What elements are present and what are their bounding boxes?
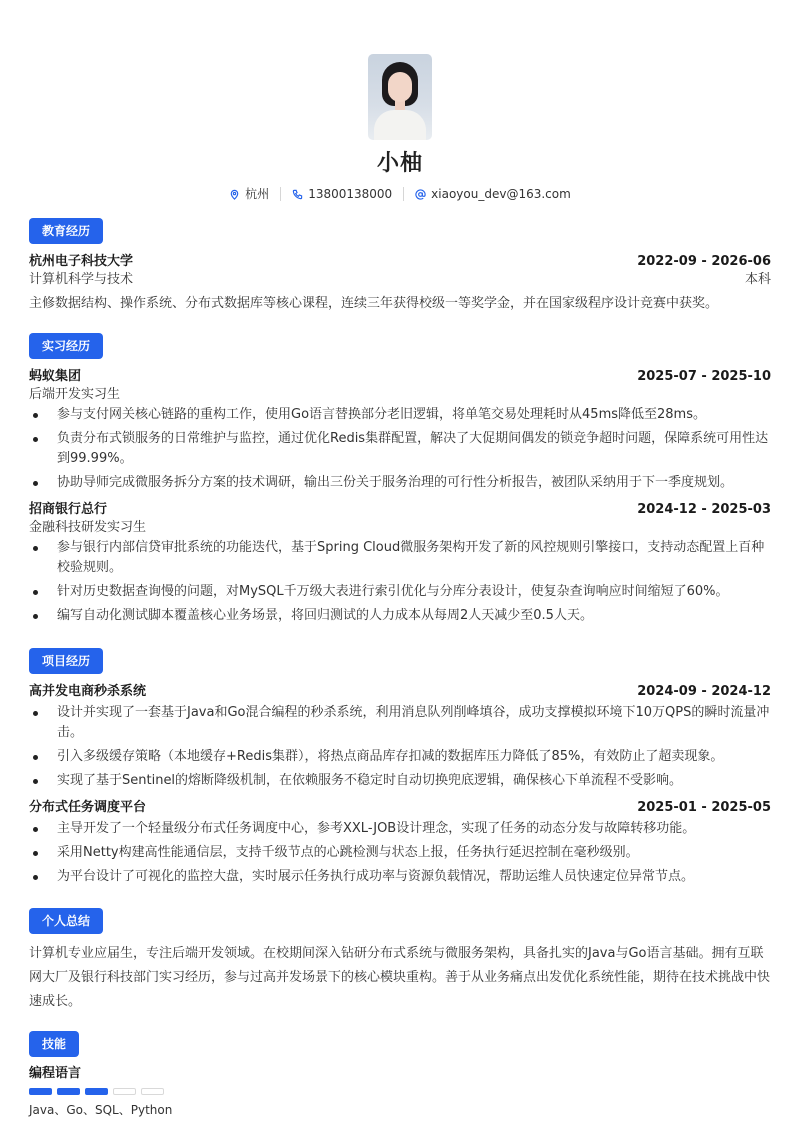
- project-section: [29, 648, 771, 891]
- skill-detail: Java、Go、SQL、Python: [29, 1103, 173, 1117]
- skills-section: [29, 1031, 771, 1118]
- summary-section: [29, 908, 771, 1014]
- divider: [280, 187, 281, 201]
- bullet-list: [29, 405, 771, 493]
- phone-text: 13800138000: [308, 187, 393, 201]
- bullet-list: [29, 819, 771, 887]
- section-badge-education: 教育经历: [29, 218, 103, 244]
- skill-level-segment-filled: [85, 1088, 108, 1095]
- internship-section: [29, 333, 771, 630]
- bullet-item: 设计并实现了一套基于Java和Go混合编程的秒杀系统，利用消息队列削峰填谷，成功支撑模拟环境下10万QPS的瞬时流量冲击。: [29, 703, 771, 743]
- at-sign-icon: [415, 189, 426, 200]
- skill-level-segment-empty: [113, 1088, 136, 1095]
- resume-header: [29, 0, 771, 202]
- project-entry: [29, 799, 771, 887]
- summary-text: 计算机专业应届生，专注后端开发领域。在校期间深入钻研分布式系统与微服务架构，具备扎实的Java与Go语言基础。拥有互联网大厂及银行科技部门实习经历，参与过高并发场景下的核心模块重构。善于从业务痛点出发优化系统性能，期待在技术挑战中快速成长。: [29, 946, 771, 1009]
- bullet-list: [29, 538, 771, 626]
- role: 金融科技研发实习生: [29, 520, 147, 535]
- bullet-item: 实现了基于Sentinel的熔断降级机制，在依赖服务不稳定时自动切换兜底逻辑，确保核心下单流程不受影响。: [29, 771, 771, 791]
- skill-level-bar: [29, 1088, 771, 1095]
- skill-level-segment-empty: [141, 1088, 164, 1095]
- bullet-item: 协助导师完成微服务拆分方案的技术调研，输出三份关于服务治理的可行性分析报告，被团队采纳用于下一季度规划。: [29, 473, 771, 493]
- internship-entry: [29, 368, 771, 493]
- internship-date: 2024-12 - 2025-03: [637, 502, 771, 517]
- internship-date: 2025-07 - 2025-10: [637, 369, 771, 384]
- project-date: 2024-09 - 2024-12: [637, 684, 771, 699]
- bullet-item: 参与银行内部信贷审批系统的功能迭代，基于Spring Cloud微服务架构开发了新的风控规则引擎接口，支持动态配置上百种校验规则。: [29, 538, 771, 578]
- bullet-item: 采用Netty构建高性能通信层，支持千级节点的心跳检测与状态上报，任务执行延迟控制在毫秒级别。: [29, 843, 771, 863]
- bullet-item: 编写自动化测试脚本覆盖核心业务场景，将回归测试的人力成本从每周2人天减少至0.5人天。: [29, 606, 771, 626]
- bullet-list: [29, 703, 771, 791]
- role: 后端开发实习生: [29, 387, 121, 402]
- map-pin-icon: [229, 189, 240, 200]
- section-badge-projects: 项目经历: [29, 648, 103, 674]
- skill-level-segment-filled: [57, 1088, 80, 1095]
- contact-location: [229, 186, 269, 202]
- contact-email[interactable]: [415, 186, 571, 202]
- bullet-item: 引入多级缓存策略（本地缓存+Redis集群），将热点商品库存扣减的数据库压力降低了85%，有效防止了超卖现象。: [29, 747, 771, 767]
- internship-entry: [29, 501, 771, 626]
- candidate-name: 小柚: [376, 151, 423, 176]
- company-name: 蚂蚁集团: [29, 369, 82, 384]
- email-text[interactable]: xiaoyou_dev@163.com: [431, 187, 571, 201]
- project-date: 2025-01 - 2025-05: [637, 800, 771, 815]
- skill-category: 编程语言: [29, 1066, 82, 1081]
- section-badge-internship: 实习经历: [29, 333, 103, 359]
- profile-photo: [368, 54, 432, 140]
- phone-icon: [292, 189, 303, 200]
- project-name: 高并发电商秒杀系统: [29, 684, 147, 699]
- education-date: 2022-09 - 2026-06: [637, 254, 771, 269]
- major: 计算机科学与技术: [29, 272, 134, 287]
- bullet-item: 参与支付网关核心链路的重构工作，使用Go语言替换部分老旧逻辑，将单笔交易处理耗时从45ms降低至28ms。: [29, 405, 771, 425]
- section-badge-summary: 个人总结: [29, 908, 103, 934]
- divider: [403, 187, 404, 201]
- bullet-item: 负责分布式锁服务的日常维护与监控，通过优化Redis集群配置，解决了大促期间偶发的锁竞争超时问题，保障系统可用性达到99.99%。: [29, 429, 771, 469]
- bullet-item: 针对历史数据查询慢的问题，对MySQL千万级大表进行索引优化与分库分表设计，使复杂查询响应时间缩短了60%。: [29, 582, 771, 602]
- skill-level-segment-filled: [29, 1088, 52, 1095]
- school-name: 杭州电子科技大学: [29, 254, 134, 269]
- education-section: [29, 218, 771, 316]
- location-text: 杭州: [245, 187, 270, 201]
- project-entry: [29, 683, 771, 791]
- education-description: 主修数据结构、操作系统、分布式数据库等核心课程，连续三年获得校级一等奖学金，并在国家级程序设计竞赛中获奖。: [29, 296, 719, 311]
- company-name: 招商银行总行: [29, 502, 108, 517]
- contact-info: [29, 186, 771, 202]
- contact-phone: [292, 186, 392, 202]
- bullet-item: 主导开发了一个轻量级分布式任务调度中心，参考XXL-JOB设计理念，实现了任务的动态分发与故障转移功能。: [29, 819, 771, 839]
- section-badge-skills: 技能: [29, 1031, 79, 1057]
- bullet-item: 为平台设计了可视化的监控大盘，实时展示任务执行成功率与资源负载情况，帮助运维人员快速定位异常节点。: [29, 867, 771, 887]
- degree: 本科: [744, 272, 771, 287]
- project-name: 分布式任务调度平台: [29, 800, 147, 815]
